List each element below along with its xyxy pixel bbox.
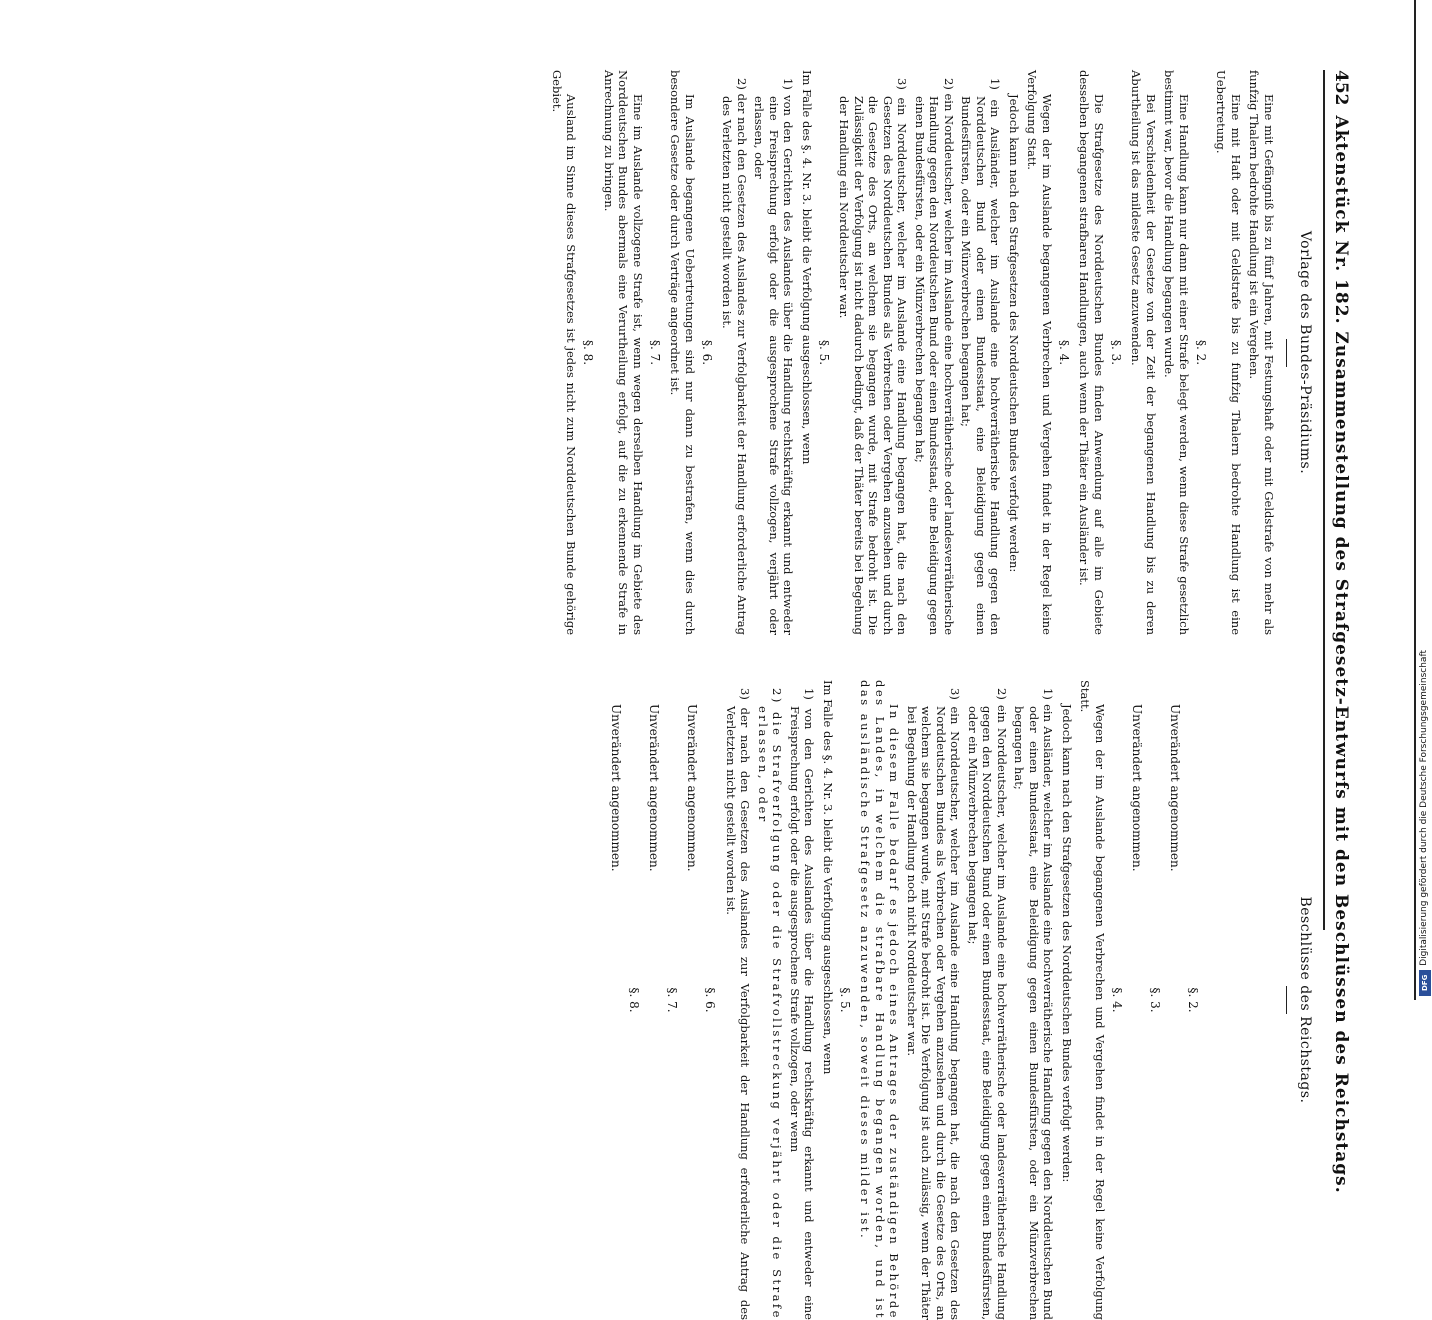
section-5-item: 2) der nach den Gesetzen des Auslandes zur Verfolgbarkeit der Handlung erforderliche Antrag des Verletzten nicht gestellt worden ist. [720, 78, 749, 635]
section-5-title: §. 5. [817, 339, 831, 366]
column-beschluesse [71, 680, 1317, 1320]
column-rule [1286, 986, 1287, 1014]
section-5-item: 1) von den Gerichten des Auslandes über die Handlung rechtskräftig erkannt und entweder eine Freisprechung erfolgt oder die ausgesprochene Strafe vollzogen, verjährt oder erlassen, oder [752, 78, 796, 635]
section-5-item: 2) die Strafverfolgung oder die Strafvollstreckung verjährt oder die Strafe erlassen, oder [756, 688, 785, 1320]
section-5-item: 3) der nach den Gesetzen des Auslandes zur Verfolgbarkeit der Handlung erforderliche Antrag des Verletzten nicht gestellt worden ist. [724, 688, 753, 1320]
section-8-title: §. 8. [627, 987, 642, 1013]
section-4-intro: Jedoch kann nach den Strafgesetzen des Norddeutschen Bundes verfolgt werden: [1060, 704, 1074, 1183]
column-vorlage [71, 70, 1317, 635]
section-6-decision: Unverändert angenommen. [685, 704, 700, 872]
page-header [1331, 70, 1351, 1194]
section-2-paragraph: Bei Verschiedenheit der Gesetze von der Zeit der begangenen Handlung bis zu deren Aburtheilung ist das mildeste Gesetz anzuwenden. [1129, 70, 1158, 635]
section-8-paragraph: Ausland im Sinne dieses Strafgesetzes ist jedes nicht zum Norddeutschen Bunde gehörige Gebiet. [550, 70, 579, 635]
header-rule [1323, 70, 1325, 930]
intro-paragraph: Eine mit Gefängniß bis zu fünf Jahren, mit Festungshaft oder mit Geldstrafe von mehr als funfzig Thalern bedrohte Handlung ist ein Vergehen. [1247, 70, 1276, 635]
section-2-title: §. 2. [1194, 339, 1208, 366]
section-7-decision: Unverändert angenommen. [647, 704, 662, 872]
section-6-paragraph: Im Auslande begangene Uebertretungen sind nur dann zu bestrafen, wenn dies durch besondere Gesetze oder durch Verträge angeordnet ist. [668, 70, 697, 635]
section-8-title: §. 8. [581, 339, 596, 366]
column-rule [1286, 339, 1287, 367]
section-6-title: §. 6. [703, 987, 718, 1013]
section-5-title: §. 5. [838, 987, 852, 1013]
document-page [51, 30, 1381, 1320]
section-4-item: 1) ein Ausländer, welcher im Auslande eine hochverrätherische Handlung gegen den Norddeutschen Bund oder einen Bundesstaat, eine Beleidigung gegen einen Bundesfürsten, oder ein Münzverbrechen begangen hat; [959, 78, 1003, 635]
section-5-item: 1) von den Gerichten des Auslandes über die Handlung rechtskräftig erkannt und entweder eine Freisprechung erfolgt oder die ausgesprochene Strafe vollzogen, oder wenn [788, 688, 817, 1320]
section-4-title: §. 4. [1110, 987, 1124, 1013]
section-2-title: §. 2. [1186, 987, 1200, 1013]
intro-paragraph: Eine mit Haft oder mit Geldstrafe bis zu funfzig Thalern bedrohte Handlung ist eine Uebertretung. [1214, 70, 1243, 635]
section-3-title: §. 3. [1148, 987, 1162, 1013]
column-heading-vorlage: Vorlage des Bundes-Präsidiums. [1297, 230, 1313, 475]
section-7-title: §. 7. [665, 987, 680, 1013]
section-4-item: 1) ein Ausländer, welcher im Auslande eine hochverrätherische Handlung gegen den Norddeutschen Bund oder einen Bundesstaat, eine Beleidigung gegen einen Bundesfürsten, oder ein Münzverbrechen begangen hat; [1012, 688, 1056, 1320]
section-4-intro: Wegen der im Auslande begangenen Verbrechen und Vergehen findet in der Regel keine Verfolgung Statt. [1025, 70, 1054, 635]
section-8-decision: Unverändert angenommen. [609, 704, 624, 872]
section-5-intro: Im Falle des §. 4. Nr. 3. bleibt die Verfolgung ausgeschlossen, wenn [821, 680, 835, 1075]
section-7-paragraph: Eine im Auslande vollzogene Strafe ist, wenn wegen derselben Handlung im Gebiete des Norddeutschen Bundes abermals eine Verurtheilung erfolgt, auf die zu erkennende Strafe in Anrechnung zu bringen. [602, 70, 645, 635]
section-3-paragraph: Die Strafgesetze des Norddeutschen Bundes finden Anwendung auf alle im Gebiete desselben begangenen strafbaren Handlungen, auch wenn der Thäter ein Ausländer ist. [1077, 70, 1106, 635]
section-4-item: 2) ein Norddeutscher, welcher im Auslande eine hochverrätherische oder landesverrätherische Handlung gegen den Norddeutschen Bund oder einen Bundesstaat, eine Beleidigung gegen einen Bundesfürsten, oder ein Münzverbrechen begangen hat; [913, 78, 956, 635]
page-title: Aktenstück Nr. 182. Zusammenstellung des Strafgesetz-Entwurfs mit den Beschlüssen des Reichstags. [1331, 115, 1351, 1194]
section-7-title: §. 7. [648, 339, 662, 366]
section-3-decision: Unverändert angenommen. [1130, 704, 1144, 872]
section-4-intro: Wegen der im Auslande begangenen Verbrechen und Vergehen findet in der Regel keine Verfolgung Statt. [1078, 680, 1107, 1320]
section-6-title: §. 6. [700, 339, 714, 366]
column-heading-beschluesse: Beschlüsse des Reichstags. [1297, 896, 1313, 1104]
digitization-credit: Digitalisierung gefördert durch die Deutsche Forschungsgemeinschaft [1419, 650, 1429, 966]
section-3-title: §. 3. [1109, 339, 1123, 366]
section-4-item: 3) ein Norddeutscher, welcher im Auslande eine Handlung begangen hat, die nach den Gesetzen des Norddeutschen Bundes als Verbrechen oder Vergehen anzusehen und durch die Gesetze des Orts, an welchem sie begangen wurde, mit Strafe bedroht ist. Die Verfolgung ist auch zulässig, wenn der Thäter bei Begehung der Handlung noch nicht Norddeutscher war. [905, 688, 963, 1320]
page-number: 452 [1331, 70, 1351, 106]
column-spacer [1206, 680, 1276, 1320]
section-4-intro: Jedoch kann nach den Strafgesetzen des Norddeutschen Bundes verfolgt werden: [1007, 94, 1021, 573]
section-4-item: 3) ein Norddeutscher, welcher im Auslande eine Handlung begangen hat, die nach den Gesetzen des Norddeutschen Bundes als Verbrechen oder Vergehen anzusehen und durch die Gesetze des Orts, an welchem sie begangen wurde, mit Strafe bedroht ist. Die Zulässigkeit der Verfolgung ist nicht dadurch bedingt, daß der Thäter bereits bei Begehung der Handlung ein Norddeutscher war. [837, 78, 910, 635]
section-5-intro: Im Falle des §. 4. Nr. 3. bleibt die Verfolgung ausgeschlossen, wenn [800, 70, 814, 465]
section-2-decision: Unverändert angenommen. [1168, 704, 1182, 872]
section-4-amendment: In diesem Falle bedarf es jedoch eines Antrages der zuständigen Behörde des Landes, in welchem die strafbare Handlung begangen worden, und ist das ausländische Strafgesetz anzuwenden, soweit dieses milder ist. [858, 680, 902, 1320]
dfg-logo: DFG [1419, 970, 1431, 996]
section-2-paragraph: Eine Handlung kann nur dann mit einer Strafe belegt werden, wenn diese Strafe gesetzlich bestimmt war, bevor die Handlung begangen wurde. [1162, 70, 1191, 635]
section-4-title: §. 4. [1057, 339, 1071, 366]
section-4-item: 2) ein Norddeutscher, welcher im Auslande eine hochverrätherische oder landesverrätherische Handlung gegen den Norddeutschen Bund oder einen Bundesstaat, eine Beleidigung gegen einen Bundesfürsten, oder ein Münzverbrechen begangen hat; [966, 688, 1009, 1320]
